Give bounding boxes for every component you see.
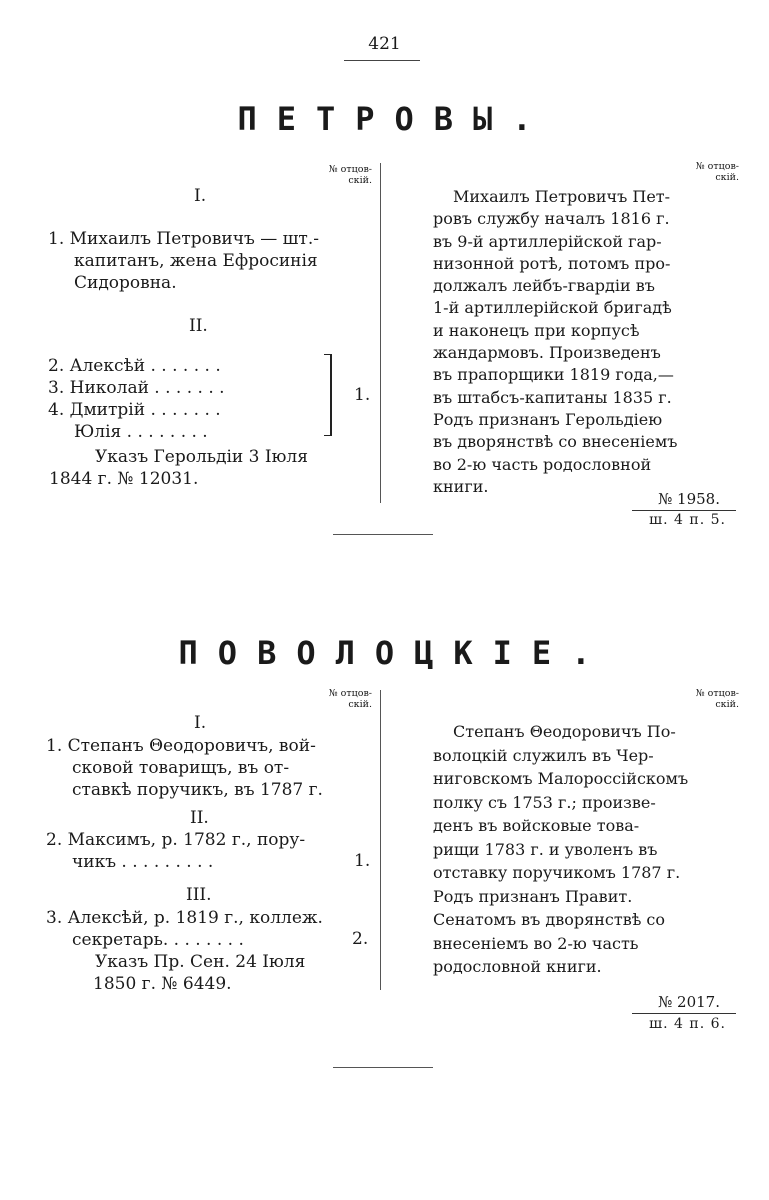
text-line: волоцкій служилъ въ Чер- xyxy=(433,745,654,765)
entry-line: капитанъ, жена Ефросинія xyxy=(74,251,318,271)
text-line: Степанъ Θеодоровичъ По- xyxy=(453,722,676,741)
column-header-right: № отцов- скій. xyxy=(695,161,739,183)
decree-reference xyxy=(49,446,308,490)
section-separator xyxy=(333,534,433,535)
entry-line: ставкѣ поручикъ, въ 1787 г. xyxy=(72,780,323,800)
child-entry: 3. Николай . . . . . . . xyxy=(48,378,225,398)
text-line: книги. xyxy=(433,476,489,496)
text-line: ниговскомъ Малороссійскомъ xyxy=(433,769,689,788)
entry-line: чикъ . . . . . . . . . xyxy=(72,852,214,872)
entry-line: Сидоровна. xyxy=(74,273,177,293)
generation-numeral: III. xyxy=(186,885,212,905)
text-line: во 2-ю часть родословной xyxy=(433,454,652,474)
page-number-rule xyxy=(344,60,420,61)
decree-reference xyxy=(95,951,305,995)
text-line: отставку поручикомъ 1787 г. xyxy=(433,863,681,882)
entry-line: 1. Михаилъ Петровичъ — шт.- xyxy=(48,229,319,249)
section-title-povolotskie: ПОВОЛОЦКІЕ. xyxy=(178,634,611,672)
genealogy-entry xyxy=(46,735,323,801)
child-entry: 4. Дмитрій . . . . . . . xyxy=(48,400,221,420)
generation-numeral: II. xyxy=(189,316,208,336)
generation-numeral: I. xyxy=(194,186,207,206)
decree-line: Указъ Герольдіи 3 Іюля xyxy=(95,447,308,467)
biography-text xyxy=(433,720,733,979)
genealogy-entry xyxy=(48,228,319,294)
column-header-left: № отцов- скій. xyxy=(328,688,372,710)
entry-line: 3. Алексѣй, р. 1819 г., коллеж. xyxy=(46,908,323,928)
text-line: должалъ лейбъ-гвардіи въ xyxy=(433,276,655,296)
text-line: жандармовъ. Произведенъ xyxy=(433,343,661,363)
text-line: Родъ признанъ Правит. xyxy=(433,886,633,906)
father-number: 1. xyxy=(354,851,371,871)
text-line: денъ въ войсковые това- xyxy=(433,816,640,835)
text-line: и наконецъ при корпусѣ xyxy=(433,320,640,340)
text-line: въ прапорщики 1819 года,— xyxy=(433,365,674,385)
record-number: № 1958. xyxy=(658,490,720,508)
children-list xyxy=(48,355,225,443)
record-location: ш. 4 п. 5. xyxy=(649,512,726,528)
generation-numeral: I. xyxy=(194,713,207,733)
section-separator xyxy=(333,1067,433,1068)
text-line: въ штабсъ-капитаны 1835 г. xyxy=(433,387,672,407)
entry-line: секретарь. . . . . . . . xyxy=(72,930,244,950)
page-number: 421 xyxy=(368,34,401,54)
children-bracket xyxy=(324,354,332,436)
decree-line: 1850 г. № 6449. xyxy=(93,974,232,994)
column-header-left: № отцов- скій. xyxy=(328,164,372,186)
entry-line: сковой товарищъ, въ от- xyxy=(72,758,290,778)
text-line: низонной ротѣ, потомъ про- xyxy=(433,253,671,273)
child-entry: 2. Алексѣй . . . . . . . xyxy=(48,356,221,376)
entry-line: 2. Максимъ, р. 1782 г., пору- xyxy=(46,830,306,850)
section-title-petrovy: ПЕТРОВЫ. xyxy=(237,100,552,138)
genealogy-entry xyxy=(46,829,305,873)
text-line: 1-й артиллерійской бригадѣ xyxy=(433,298,672,318)
text-line: рищи 1783 г. и уволенъ въ xyxy=(433,839,658,859)
biography-text xyxy=(433,186,733,498)
text-line: Михаилъ Петровичъ Пет- xyxy=(453,187,671,206)
generation-numeral: II. xyxy=(190,808,209,828)
genealogy-entry xyxy=(46,907,323,951)
text-line: Родъ признанъ Герольдіею xyxy=(433,409,663,429)
column-divider xyxy=(380,163,381,503)
text-line: ровъ службу началъ 1816 г. xyxy=(433,209,670,229)
decree-line: 1844 г. № 12031. xyxy=(49,469,199,489)
decree-line: Указъ Пр. Сен. 24 Іюля xyxy=(95,952,306,972)
father-number: 2. xyxy=(352,929,369,949)
text-line: внесеніемъ во 2-ю часть xyxy=(433,933,639,953)
entry-line: 1. Степанъ Θеодоровичъ, вой- xyxy=(46,736,316,756)
text-line: полку съ 1753 г.; произве- xyxy=(433,792,656,812)
text-line: въ дворянствѣ со внесеніемъ xyxy=(433,432,678,452)
text-line: родословной книги. xyxy=(433,957,602,976)
column-divider xyxy=(380,690,381,990)
record-location: ш. 4 п. 6. xyxy=(649,1016,726,1032)
record-rule xyxy=(632,1013,736,1014)
record-rule xyxy=(632,510,736,511)
child-entry: Юлія . . . . . . . . xyxy=(74,422,208,442)
column-header-right: № отцов- скій. xyxy=(695,688,739,710)
record-number: № 2017. xyxy=(658,993,720,1011)
father-number: 1. xyxy=(354,385,371,405)
text-line: Сенатомъ въ дворянствѣ со xyxy=(433,910,666,929)
text-line: въ 9-й артиллерійской гар- xyxy=(433,231,662,251)
